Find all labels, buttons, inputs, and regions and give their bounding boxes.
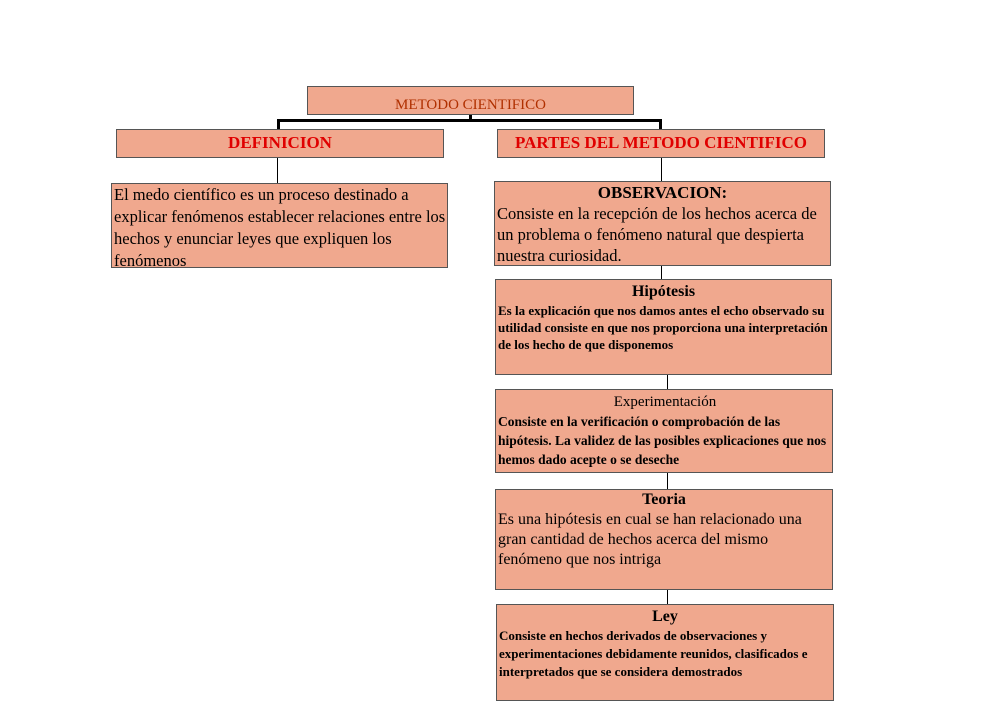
root-title: METODO CIENTIFICO bbox=[395, 97, 546, 113]
definicion-text: El medo científico es un proceso destinado a explicar fenómenos establecer relaciones entre los hechos y enunciar leyes que expliquen los fenómenos bbox=[114, 185, 446, 270]
connector-partes-down bbox=[661, 157, 662, 181]
step-teoria bbox=[495, 489, 833, 590]
step-experimentacion-title: Experimentación bbox=[613, 394, 717, 410]
step-teoria-title: Teoria bbox=[642, 491, 686, 508]
step-experimentacion bbox=[495, 389, 833, 473]
step-observacion-title: OBSERVACION: bbox=[597, 183, 728, 202]
connector-definicion-down bbox=[277, 157, 278, 183]
connector-step1-step2 bbox=[661, 265, 662, 279]
step-hipotesis bbox=[495, 279, 832, 375]
step-observacion bbox=[494, 181, 831, 266]
definicion-node bbox=[116, 129, 444, 158]
connector-right-branch bbox=[659, 119, 662, 129]
connector-horizontal-bar bbox=[277, 119, 662, 122]
connector-left-branch bbox=[277, 119, 280, 129]
step-hipotesis-text: Es la explicación que nos damos antes el echo observado su utilidad consiste en que nos proporciona una interpretación de los hecho de que disponemos bbox=[498, 303, 828, 352]
step-ley bbox=[496, 604, 834, 701]
partes-node bbox=[497, 129, 825, 158]
root-node bbox=[307, 86, 634, 115]
step-teoria-text: Es una hipótesis en cual se han relacionado una gran cantidad de hechos acerca del mismo fenómeno que nos intriga bbox=[498, 511, 802, 568]
connector-step4-step5 bbox=[667, 590, 668, 604]
definicion-text-box bbox=[111, 183, 448, 268]
step-hipotesis-title: Hipótesis bbox=[631, 283, 696, 300]
step-experimentacion-text: Consiste en la verificación o comprobación de las hipótesis. La validez de las posibles explicaciones que nos hemos dado acepte o se deseche bbox=[498, 414, 827, 467]
step-observacion-text: Consiste en la recepción de los hechos acerca de un problema o fenómeno natural que despierta nuestra curiosidad. bbox=[497, 204, 817, 265]
partes-title: PARTES DEL METODO CIENTIFICO bbox=[514, 133, 808, 152]
definicion-title: DEFINICION bbox=[228, 133, 332, 152]
step-ley-text: Consiste en hechos derivados de observaciones y experimentaciones debidamente reunidos, clasificados e interpretados que se considera demostrados bbox=[499, 628, 808, 679]
connector-step3-step4 bbox=[667, 473, 668, 489]
connector-step2-step3 bbox=[667, 375, 668, 389]
step-ley-title: Ley bbox=[652, 608, 678, 625]
